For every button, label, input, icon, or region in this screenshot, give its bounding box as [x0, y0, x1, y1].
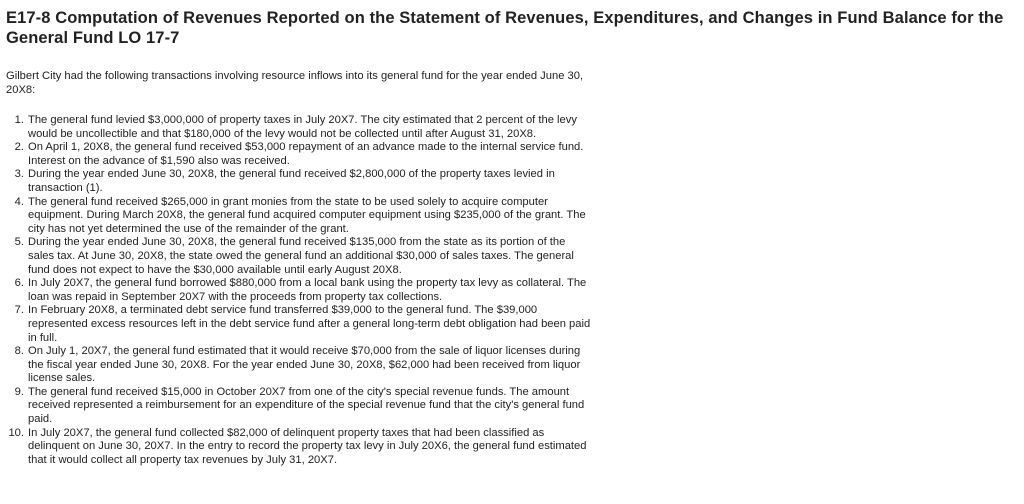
item-number: 3. [14, 168, 24, 181]
list-item [6, 141, 606, 168]
list-item [6, 427, 606, 468]
item-text: On July 1, 20X7, the general fund estimated that it would receive $70,000 from the sale of liquor licenses during the fiscal year ended June 30, 20X8. For the year ended June 30, 20X8, $62,000 had been received from liquor license sales. [28, 345, 581, 385]
item-text: In July 20X7, the general fund collected $82,000 of delinquent property taxes that had been classified as delinquent on June 30, 20X7. In the entry to record the property tax levy in July 20X6, the general fund estimated that it would collect all property tax revenues by July 31, 20X7. [28, 426, 587, 466]
item-number: 7. [14, 304, 24, 317]
item-number: 2. [14, 141, 24, 154]
item-number: 5. [14, 236, 24, 249]
list-item [6, 304, 606, 345]
item-text: On April 1, 20X8, the general fund received $53,000 repayment of an advance made to the internal service fund. Interest on the advance of $1,590 also was received. [28, 141, 584, 167]
item-number: 6. [14, 277, 24, 290]
exercise-page [6, 8, 1020, 466]
exercise-intro: Gilbert City had the following transactions involving resource inflows into its general fund for the year ended June 30, 20X8: [6, 70, 584, 96]
item-number: 4. [14, 195, 24, 208]
item-number: 8. [14, 345, 24, 358]
list-item [6, 114, 606, 141]
list-item [6, 386, 606, 427]
item-text: The general fund received $15,000 in October 20X7 from one of the city's special revenue funds. The amount received represented a reimbursement for an expenditure of the special revenue fund that the city's general fund paid. [28, 385, 585, 426]
item-text: During the year ended June 30, 20X8, the general fund received $2,800,000 of the property taxes levied in transaction (1). [28, 168, 555, 194]
item-number: 10. [8, 426, 24, 439]
transaction-list [6, 114, 606, 467]
item-text: In February 20X8, a terminated debt service fund transferred $39,000 to the general fund. The $39,000 represented excess resources left in the debt service fund after a general long-term debt obligation had been paid in full. [28, 304, 591, 344]
list-item [6, 345, 606, 386]
list-item [6, 236, 606, 277]
exercise-title: E17-8 Computation of Revenues Reported on the Statement of Revenues, Expenditures, and Changes in Fund Balance for the General Fund LO 17-7 [6, 9, 1004, 47]
list-item [6, 196, 606, 237]
list-item [6, 277, 606, 304]
item-number: 9. [14, 385, 24, 398]
item-number: 1. [14, 114, 24, 126]
item-text: In July 20X7, the general fund borrowed $880,000 from a local bank using the property tax levy as collateral. The loan was repaid in September 20X7 with the proceeds from property tax collections. [28, 277, 587, 303]
item-text: During the year ended June 30, 20X8, the general fund received $135,000 from the state as its portion of the sales tax. At June 30, 20X8, the state owed the general fund an additional $30,000 of sales taxes. The general fund does not expect to have the $30,000 available until early August 20X8. [28, 236, 574, 276]
item-text: The general fund received $265,000 in grant monies from the state to be used solely to acquire computer equipment. During March 20X8, the general fund acquired computer equipment using $235,000 of the grant. The city has not yet determined the use of the remainder of the grant. [28, 195, 586, 235]
list-item [6, 168, 606, 195]
item-text: The general fund levied $3,000,000 of property taxes in July 20X7. The city estimated that 2 percent of the levy would be uncollectible and that $180,000 of the levy would not be collected until after August 31, 20X8. [28, 114, 577, 140]
